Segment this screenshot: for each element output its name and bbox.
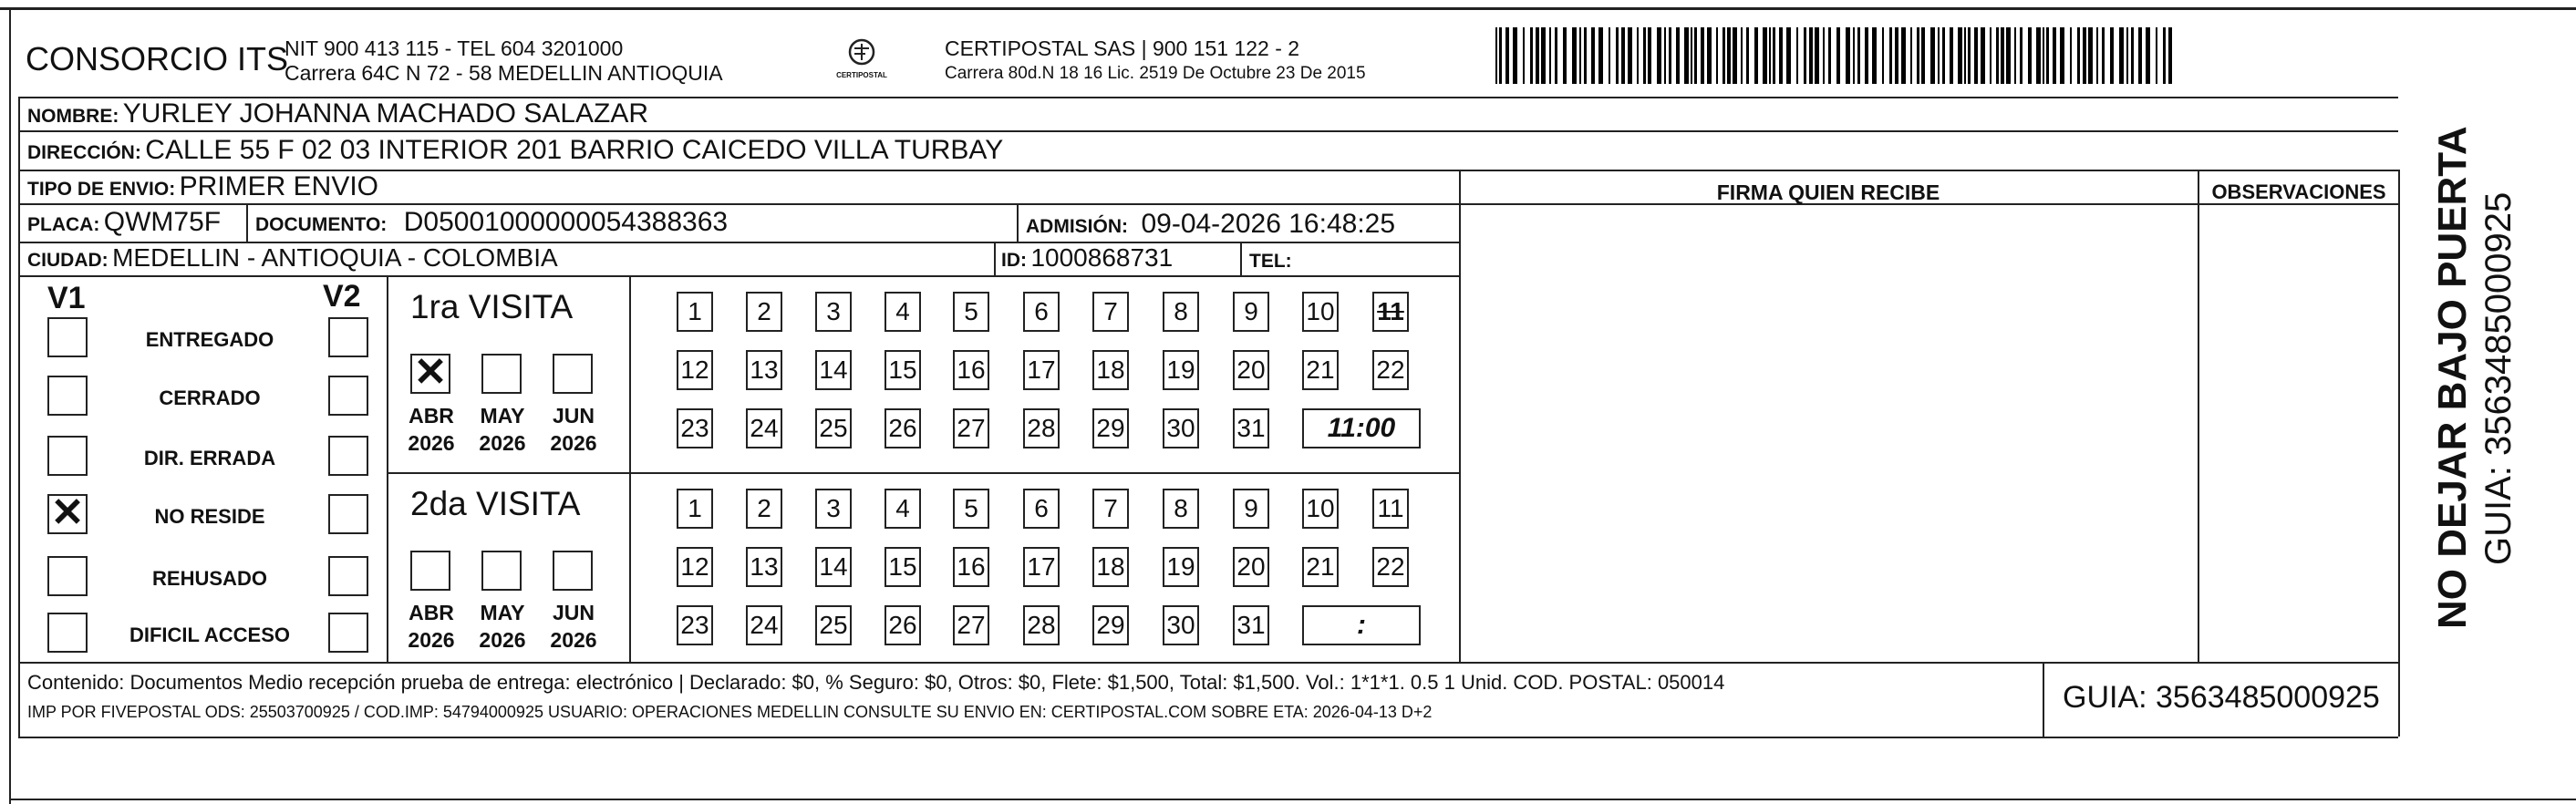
name-row (27, 98, 648, 129)
day-box[interactable]: 25 (815, 605, 852, 645)
admission: 09-04-2026 16:48:25 (1141, 209, 1396, 239)
courier-name: CERTIPOSTAL SAS | 900 151 122 - 2 (945, 36, 1300, 60)
month-label: ABR (409, 601, 454, 624)
day-box[interactable]: 22 (1372, 350, 1409, 390)
address-label: DIRECCIÓN: (27, 142, 141, 163)
v1-checkbox[interactable]: ✕ (47, 494, 88, 534)
day-box[interactable]: 10 (1302, 292, 1339, 332)
name-label: NOMBRE: (27, 106, 119, 127)
month-divider (629, 275, 631, 662)
year-label: 2026 (408, 628, 455, 652)
admission-label: ADMISIÓN: (1026, 216, 1128, 237)
status-label: ENTREGADO (145, 328, 274, 351)
status-label: CERRADO (159, 387, 261, 409)
day-box[interactable]: 23 (677, 408, 713, 448)
v2-checkbox[interactable] (328, 494, 368, 534)
row-line-5 (18, 275, 1459, 277)
day-box[interactable]: 18 (1092, 350, 1129, 390)
day-box[interactable]: 17 (1023, 350, 1060, 390)
year-label: 2026 (479, 628, 526, 652)
day-box[interactable]: 19 (1163, 547, 1199, 587)
day-box[interactable]: 17 (1023, 547, 1060, 587)
month-label: MAY (480, 404, 525, 428)
v2-checkbox[interactable] (328, 436, 368, 476)
month-label: ABR (409, 404, 454, 428)
document-label: DOCUMENTO: (255, 214, 388, 235)
year-label: 2026 (550, 431, 597, 455)
month-checkbox[interactable]: ✕ (410, 354, 450, 394)
day-box[interactable]: 4 (885, 292, 921, 332)
footer-guia: GUIA: 3563485000925 (2063, 680, 2380, 715)
day-box[interactable]: 11 (1372, 489, 1409, 529)
id-label: ID: (1001, 250, 1027, 271)
courier-license: Carrera 80d.N 18 16 Lic. 2519 De Octubre 23 De 2015 (945, 64, 1366, 83)
status-label: DIFICIL ACCESO (129, 624, 290, 646)
month-label: JUN (552, 404, 595, 428)
plate-divider (246, 203, 248, 242)
day-box[interactable]: 20 (1233, 350, 1269, 390)
company-address: Carrera 64C N 72 - 58 MEDELLIN ANTIOQUIA (284, 61, 723, 85)
day-box[interactable]: 16 (953, 350, 989, 390)
month-checkbox[interactable] (481, 551, 522, 591)
day-box[interactable]: 2 (746, 489, 782, 529)
day-box[interactable]: 10 (1302, 489, 1339, 529)
day-box[interactable]: 3 (815, 292, 852, 332)
month-label: MAY (480, 601, 525, 624)
plate-label: PLACA: (27, 214, 100, 235)
company-name: CONSORCIO ITS (26, 40, 289, 77)
day-box[interactable]: 25 (815, 408, 852, 448)
v1-checkbox[interactable] (47, 436, 88, 476)
day-box[interactable]: 14 (815, 350, 852, 390)
recipient-id: 1000868731 (1030, 243, 1174, 272)
v2-checkbox[interactable] (328, 317, 368, 357)
day-box[interactable]: 1 (677, 292, 713, 332)
admission-divider (1017, 203, 1019, 242)
day-box[interactable]: 8 (1163, 489, 1199, 529)
day-box[interactable]: 6 (1023, 292, 1060, 332)
day-box[interactable]: 6 (1023, 489, 1060, 529)
day-box[interactable]: 19 (1163, 350, 1199, 390)
month-checkbox[interactable] (553, 354, 593, 394)
v2-checkbox[interactable] (328, 613, 368, 653)
day-box[interactable]: 26 (885, 605, 921, 645)
day-box[interactable]: 29 (1092, 605, 1129, 645)
status-label: DIR. ERRADA (143, 447, 276, 469)
tel-divider (1240, 242, 1242, 275)
time-box[interactable]: 11:00 (1302, 408, 1421, 448)
day-box[interactable]: 22 (1372, 547, 1409, 587)
day-box[interactable]: 8 (1163, 292, 1199, 332)
day-box[interactable]: 23 (677, 605, 713, 645)
vertical-warning: NO DEJAR BAJO PUERTA (2430, 126, 2475, 629)
send-type-row (27, 171, 378, 202)
day-box[interactable]: 27 (953, 605, 989, 645)
v1-checkbox[interactable] (47, 556, 88, 596)
year-label: 2026 (550, 628, 597, 652)
observations-header: OBSERVACIONES (2211, 180, 2386, 203)
plate-row (27, 207, 221, 238)
year-label: 2026 (479, 431, 526, 455)
day-box[interactable]: 7 (1092, 292, 1129, 332)
form-bottom-line (18, 737, 2398, 738)
v2-checkbox[interactable] (328, 376, 368, 416)
day-box[interactable]: 1 (677, 489, 713, 529)
day-box[interactable]: 18 (1092, 547, 1129, 587)
admission-row (1026, 209, 1395, 240)
guia-divider (2043, 662, 2044, 737)
day-box[interactable]: 20 (1233, 547, 1269, 587)
address-row (27, 135, 1003, 166)
day-box[interactable]: 29 (1092, 408, 1129, 448)
day-box[interactable]: 5 (953, 489, 989, 529)
city: MEDELLIN - ANTIOQUIA - COLOMBIA (112, 243, 558, 272)
company-nit: NIT 900 413 115 - TEL 604 3201000 (284, 36, 624, 60)
status-divider (387, 275, 388, 662)
day-box[interactable]: 15 (885, 547, 921, 587)
day-box[interactable]: 27 (953, 408, 989, 448)
day-box[interactable]: 26 (885, 408, 921, 448)
day-box[interactable]: 2 (746, 292, 782, 332)
day-box[interactable]: 7 (1092, 489, 1129, 529)
send-type: PRIMER ENVIO (179, 171, 379, 201)
visit-divider (387, 472, 1459, 474)
day-box[interactable]: 9 (1233, 489, 1269, 529)
row-line-3 (18, 203, 1459, 205)
bottom-border (9, 799, 2576, 800)
day-box[interactable]: 28 (1023, 408, 1060, 448)
day-box[interactable]: 3 (815, 489, 852, 529)
status-label: NO RESIDE (154, 505, 265, 528)
year-label: 2026 (408, 431, 455, 455)
recipient-name: YURLEY JOHANNA MACHADO SALAZAR (122, 98, 649, 129)
content-line: Contenido: Documentos Medio recepción prueba de entrega: electrónico | Declarado: $0, % Seguro: $0, Otros: $0, Flete: $1,500, Total: $1,500. Vol.: 1*1*1. 0.5 1 Unid. COD. POSTAL: 050014 (27, 671, 1725, 694)
day-box[interactable]: 14 (815, 547, 852, 587)
row-line-1 (18, 130, 2398, 132)
v1-label: V1 (47, 281, 86, 315)
time-box[interactable]: : (1302, 605, 1421, 645)
v2-checkbox[interactable] (328, 556, 368, 596)
day-box[interactable]: 9 (1233, 292, 1269, 332)
signature-header: FIRMA QUIEN RECIBE (1716, 180, 1940, 204)
day-box[interactable]: 15 (885, 350, 921, 390)
vertical-guia: GUIA: 3563485000925 (2478, 191, 2519, 565)
id-row (1001, 243, 1173, 273)
day-box[interactable]: 30 (1163, 408, 1199, 448)
day-box[interactable]: 31 (1233, 605, 1269, 645)
day-box[interactable]: 12 (677, 350, 713, 390)
day-box[interactable]: 24 (746, 408, 782, 448)
day-box[interactable]: 12 (677, 547, 713, 587)
day-box[interactable]: 13 (746, 350, 782, 390)
imp-line: IMP POR FIVEPOSTAL ODS: 25503700925 / COD.IMP: 54794000925 USUARIO: OPERACIONES MEDELLIN CONSULTE SU ENVIO EN: CERTIPOSTAL.COM SOBRE ETA: 2026-04-13 D+2 (27, 703, 1433, 721)
day-box[interactable]: 21 (1302, 547, 1339, 587)
barcode (1495, 27, 2179, 91)
day-box[interactable]: 13 (746, 547, 782, 587)
logo-text: CERTIPOSTAL (836, 71, 887, 79)
left-border (9, 7, 11, 804)
id-divider (994, 242, 996, 275)
signature-left-line (1459, 170, 1461, 662)
recipient-address: CALLE 55 F 02 03 INTERIOR 201 BARRIO CAICEDO VILLA TURBAY (145, 135, 1004, 165)
day-box[interactable]: 31 (1233, 408, 1269, 448)
city-row (27, 243, 558, 273)
day-box[interactable]: 4 (885, 489, 921, 529)
certipostal-logo (821, 35, 903, 85)
city-label: CIUDAD: (27, 250, 109, 271)
day-box[interactable]: 11 (1372, 292, 1409, 332)
top-border (0, 7, 2576, 10)
month-checkbox[interactable] (553, 551, 593, 591)
tel-label: TEL: (1249, 251, 1292, 272)
form-left-line (18, 97, 20, 737)
send-type-label: TIPO DE ENVIO: (27, 179, 176, 200)
day-box[interactable]: 24 (746, 605, 782, 645)
month-checkbox[interactable] (481, 354, 522, 394)
day-box[interactable]: 21 (1302, 350, 1339, 390)
v2-label: V2 (323, 279, 361, 314)
month-checkbox[interactable] (410, 551, 450, 591)
plate: QWM75F (103, 207, 222, 237)
day-box[interactable]: 30 (1163, 605, 1199, 645)
day-box[interactable]: 28 (1023, 605, 1060, 645)
v1-checkbox[interactable] (47, 376, 88, 416)
status-label: REHUSADO (152, 567, 267, 590)
visit-title: 2da VISITA (410, 485, 581, 522)
v1-checkbox[interactable] (47, 613, 88, 653)
document-row (255, 207, 728, 238)
month-label: JUN (552, 601, 595, 624)
observations-left-line (2198, 170, 2199, 662)
document: D05001000000054388363 (403, 207, 729, 237)
visit-title: 1ra VISITA (410, 288, 574, 325)
day-box[interactable]: 5 (953, 292, 989, 332)
form-right-line (2398, 170, 2400, 737)
v1-checkbox[interactable] (47, 317, 88, 357)
day-box[interactable]: 16 (953, 547, 989, 587)
footer-top-line (18, 662, 2398, 664)
